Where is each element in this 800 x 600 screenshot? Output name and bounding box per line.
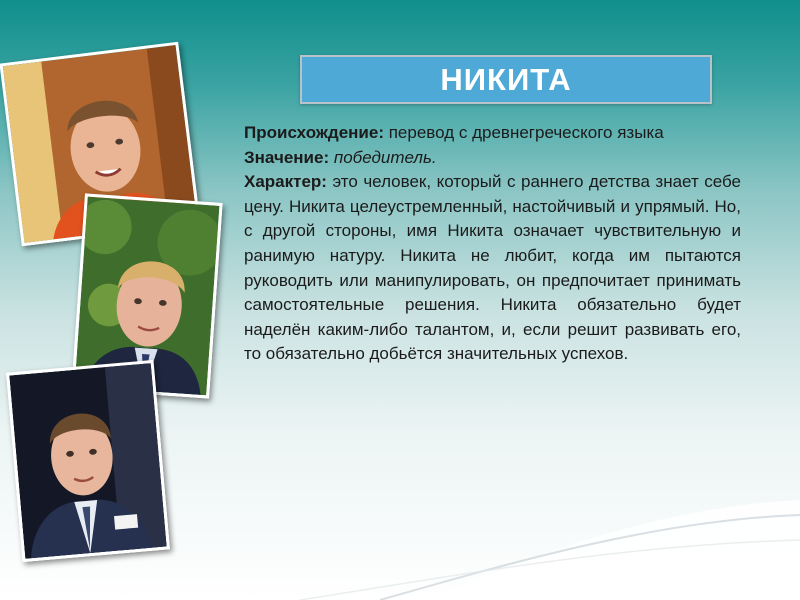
origin-paragraph [244, 121, 741, 146]
character-paragraph [244, 170, 741, 367]
description-block [244, 121, 741, 367]
character-value: это человек, который с раннего детства знает себе цену. Никита целеустремленный, настойчивый и упрямый. Но, с другой стороны, имя Никита означает чувствительную и ранимую натуру. Никита не любит, когда им пытаются руководить или манипулировать, он предпочитает принимать самостоятельные решения. Никита обязательно будет наделён каким-либо талантом, и, если решит развивать его, то обязательно добьётся значительных успехов. [244, 172, 741, 364]
meaning-label: Значение: [244, 147, 330, 167]
meaning-value: победитель. [329, 147, 437, 167]
page-title: НИКИТА [440, 61, 572, 97]
photo-boy-suit [6, 360, 170, 562]
origin-value: перевод с древнегреческого языка [384, 123, 664, 142]
title-banner [300, 55, 712, 104]
meaning-paragraph [244, 146, 741, 171]
origin-label: Происхождение: [244, 123, 384, 142]
character-label: Характер: [244, 172, 327, 192]
